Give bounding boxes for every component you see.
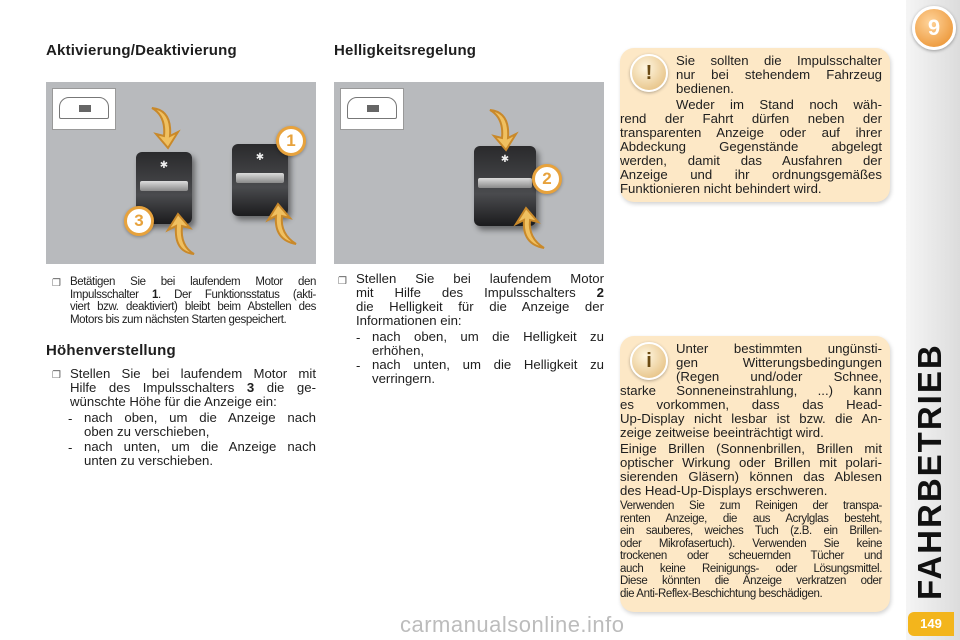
- dashboard-thumbnail: [340, 88, 404, 130]
- info-text-3: Verwenden Sie zum Reinigen der transpa- renten Anzeige, die aus Acrylglas besteht, ein sauberes, weiches Tuch (z.B. ein Brillen- oder Mikrofasertuch). Verwenden Sie keine trockenen oder scheuernden Tücher und auch keine Reinigungs- oder Lösungsmittel. Diese könnten die Anzeige verkratzen oder die Anti-Reflex-Beschichtung beschädigen.: [620, 500, 882, 600]
- warning-text-2: Weder im Stand noch wäh- rend der Fahrt dürfen neben der transparenten Anzeige oder auf ihrer Abdeckung Gegenstände abgelegt werden, damit das Ausfahren der Anzeige und ihr ordnungsgemäßes Funktionieren nicht behindert wird.: [620, 97, 882, 196]
- page-number: 149: [908, 612, 954, 636]
- info-text-2: Einige Brillen (Sonnenbrillen, Brillen mit optischer Wirkung oder Brillen mit polari- sierenden Gläsern) können das Ablesen des Head-Up-Displays erschweren.: [620, 441, 882, 498]
- arrow-up-icon: [504, 204, 552, 252]
- figure-switches-left: [46, 82, 316, 264]
- figure-switch-middle: [334, 82, 604, 264]
- info-icon: i: [630, 342, 668, 380]
- switch-1: ✱: [232, 144, 288, 216]
- info-text-1: Unter bestimmten ungünsti- gen Witterungsbedingungen (Regen und/oder Schnee, starke Sonneneinstrahlung, ...) kann es vorkommen, dass das Head- Up-Display nicht lesbar ist bzw. die An- zeige zeitweise beeinträchtigt wird.: [620, 341, 882, 440]
- info-panel: [620, 336, 890, 612]
- arrow-up-icon: [256, 200, 304, 248]
- arrow-down-icon: [142, 102, 190, 150]
- chapter-title: FAHRBETRIEB: [911, 343, 948, 600]
- dash-marker: -: [356, 330, 361, 345]
- switch-3: ✱: [136, 152, 192, 224]
- list-item-brighter: nach oben, um die Helligkeit zu erhöhen,: [372, 329, 604, 358]
- warning-icon: !: [630, 54, 668, 92]
- warning-panel: [620, 48, 890, 202]
- badge-3: 3: [124, 206, 154, 236]
- arrow-down-icon: [480, 104, 528, 152]
- section-heading-brightness: Helligkeitsregelung: [334, 42, 477, 59]
- list-item-down: nach unten, um die Anzeige nach unten zu verschieben.: [84, 439, 316, 468]
- bullet-icon: ❐: [52, 278, 61, 289]
- watermark: carmanualsonline.info: [400, 612, 625, 637]
- badge-1: 1: [276, 126, 306, 156]
- bullet-icon: ❐: [338, 276, 347, 287]
- chapter-number-badge: 9: [912, 6, 956, 50]
- list-item-darker: nach unten, um die Helligkeit zu verringern.: [372, 357, 604, 386]
- dashboard-thumbnail: [52, 88, 116, 130]
- paragraph-activation: Betätigen Sie bei laufendem Motor den Impulsschalter 1. Der Funktionsstatus (akti- viert bzw. deaktiviert) bleibt beim Abstellen des Motors bis zum nächsten Starten gespeichert.: [70, 276, 316, 326]
- badge-2: 2: [532, 164, 562, 194]
- dash-marker: -: [68, 411, 73, 426]
- bullet-icon: ❐: [52, 370, 61, 381]
- list-item-up: nach oben, um die Anzeige nach oben zu verschieben,: [84, 410, 316, 439]
- paragraph-height: Stellen Sie bei laufendem Motor mit Hilfe des Impulsschalters 3 die ge- wünschte Höhe für die Anzeige ein:: [70, 366, 316, 409]
- section-heading-activation: Aktivierung/Deaktivierung: [46, 42, 237, 59]
- paragraph-brightness: Stellen Sie bei laufendem Motor mit Hilfe des Impulsschalters 2 die Helligkeit für die Anzeige der Informationen ein:: [356, 271, 604, 328]
- switch-2: ✱: [474, 146, 536, 226]
- dash-marker: -: [356, 358, 361, 373]
- arrow-up-icon: [158, 212, 206, 260]
- dash-marker: -: [68, 440, 73, 455]
- section-heading-height: Höhenverstellung: [46, 342, 176, 359]
- warning-text-1: Sie sollten die Impulsschalter nur bei stehendem Fahrzeug bedienen.: [676, 53, 882, 96]
